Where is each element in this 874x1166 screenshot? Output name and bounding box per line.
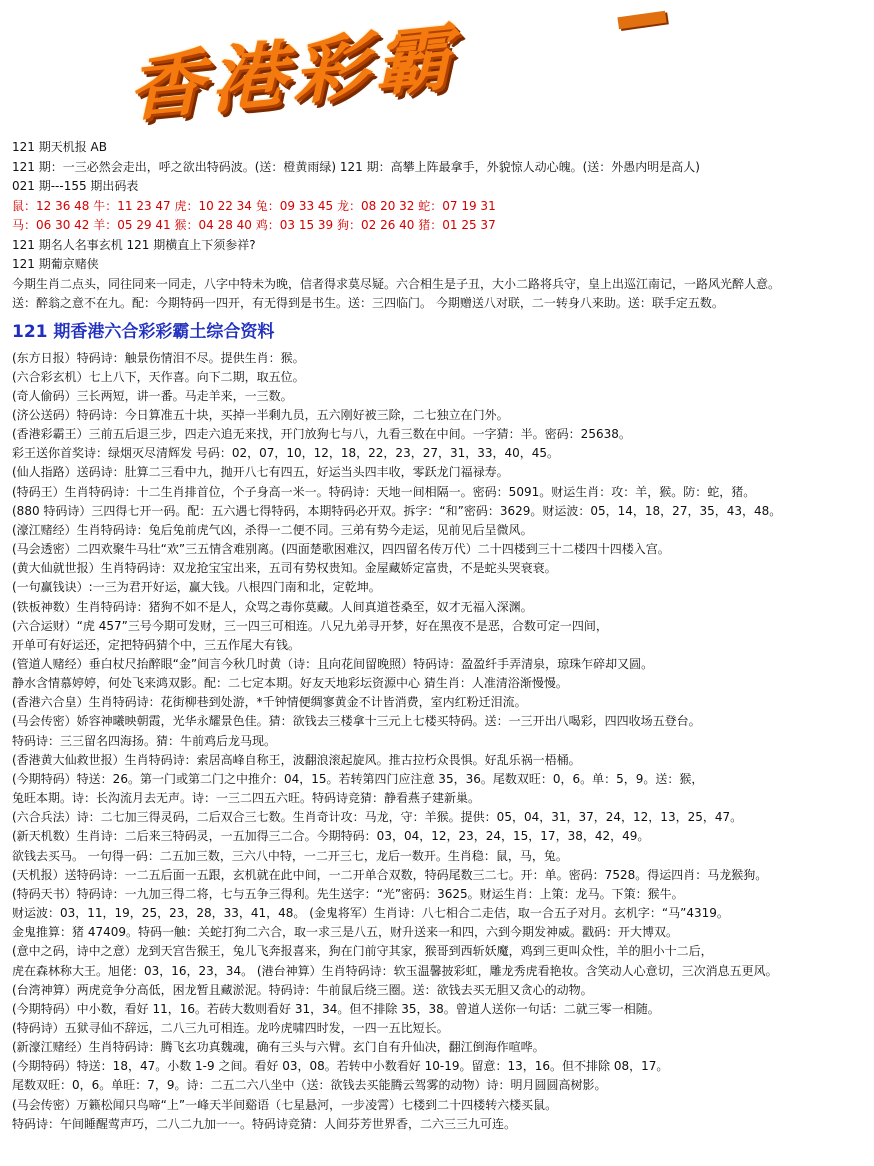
header-line: 马：06 30 42 羊：05 29 41 猴：04 28 40 鸡：03 15 39 狗：02 26 40 猪：01 25 37 bbox=[12, 218, 496, 232]
header-line: 鼠：12 36 48 牛：11 23 47 虎：10 22 34 兔：09 33 45 龙：08 20 32 蛇：07 19 31 bbox=[12, 198, 496, 213]
body-line: (天机报）送特码诗：一二五后面一五跟，玄机就在此中间，一二开单合双数，特码尾数三二七。开：单。密码：7528。得运四肖：马龙猴狗。 bbox=[12, 867, 768, 882]
body-line: (马会传密）万籁松闻只鸟啼“上”一峰天半间谿语（七星悬河，一步凌霄）七楼到二十四楼转六楼买鼠。 bbox=[12, 1097, 558, 1112]
body-line: (马会透密）二四欢聚牛马壮“欢”三五情含难别离。(四面楚歌困难汉，四四留名传万代）二十四楼到三十二楼四十四楼入宫。 bbox=[12, 542, 670, 557]
body-line: (六合运财）“虎 457”三号今期可发财，三一四三可相连。八兄九弟寻开梦，好在黑夜不是恶，合数可定一四间， bbox=[12, 618, 608, 633]
header-line: 121 期天机报 AB bbox=[12, 140, 107, 154]
header-line: 121 期：一三必然会走出，呼之欲出特码波。(送：橙黄雨绿) 121 期：高攀上阵最拿手，外貌惊人动心魄。(送：外愚内明是高人) bbox=[12, 159, 700, 174]
body-line: (香港彩霸王）三前五后退三步，四走六追无来找，开门放狗七与八，九看三数在中间。一字猜：半。密码：25638。 bbox=[12, 427, 631, 442]
body-line: (特码诗）五狱寻仙不辞远，二八三九可相连。龙吟虎啸四时发，一四一五比短长。 bbox=[12, 1020, 449, 1035]
body-line: 金鬼推算：猪 47409。特码一触：关蛇打狗二六合，取一求三是八五，财升送来一和四，六到今期发神威。戳码：开大博双。 bbox=[12, 925, 678, 940]
body-line: (今期特码）特送：18，47。小数 1-9 之间。看好 03，08。若转中小数看好 10-19。留意：13，16。但不排除 08，17。 bbox=[12, 1059, 669, 1074]
body-lines bbox=[12, 349, 872, 1134]
article bbox=[12, 138, 872, 1134]
banner-ornament bbox=[617, 11, 666, 30]
body-line: 开单可有好运还，定把特码猜个中，三五作尾大有钱。 bbox=[12, 637, 301, 652]
body-line: (台湾神算）两虎竞争分高低，困龙暂且藏淤泥。特码诗：牛前鼠后绕三圈。送：欲钱去买无胆又贪心的动物。 bbox=[12, 982, 593, 997]
body-line: 虎在森林称大王。旭佬：03，16，23，34。 (港台神算）生肖特码诗：软玉温馨披彩虹，雕龙秀虎看艳妆。含笑动人心意切，三次消息五更风。 bbox=[12, 963, 778, 978]
header-lines bbox=[12, 138, 872, 314]
body-line: 特码诗：三三留名四海扬。猜：牛前鸡后龙马现。 bbox=[12, 733, 277, 748]
body-line: (管道人赌经）垂白杖尺抬醉眼“金”间言今秋几时黄（诗：且向花间留晚照）特码诗：盈盈纤手弄清泉，琼珠乍碎却又圆。 bbox=[12, 657, 654, 671]
section-title: 121 期香港六合彩彩霸土综合资料 bbox=[12, 321, 275, 342]
body-line: (一句赢钱诀）:一三为君开好运，赢大钱。八根四门南和北，定乾坤。 bbox=[12, 580, 381, 595]
body-line: (黄大仙就世报）生肖特码诗：双龙抢宝宝出来，五司有势权贵知。金屋藏娇定富贵，不是蛇头哭衰衰。 bbox=[12, 561, 557, 576]
body-line: 欲钱去买马。 一句得一码：二五加三数，三六八中特，一二开三七，龙后一数开。生肖稳：鼠，马，兔。 bbox=[12, 848, 568, 863]
body-line: (奇人偷码）三长两短，讲一番。马走羊来，一三数。 bbox=[12, 388, 293, 403]
header-line: 121 期名人名事玄机 121 期横直上下须参祥? bbox=[12, 237, 256, 252]
body-line: 特码诗：午间睡醒莺声巧，二八二九加一一。特码诗竞猜：人间芬芳世界香，二六三三九可连。 bbox=[12, 1116, 517, 1131]
body-line: (六合彩玄机）七上八下，天作喜。向下二期，取五位。 bbox=[12, 369, 305, 384]
body-line: 兔旺本期。诗：长沟流月去无声。诗：一三二四五六旺。特码诗竞猜：静看燕子建新巢。 bbox=[12, 791, 481, 806]
banner bbox=[0, 0, 874, 135]
banner-title: 香港彩霸 bbox=[124, 13, 473, 133]
body-line: (特码王）生肖特码诗：十二生肖排首位，个子身高一米一。特码诗：天地一间相隔一。密码：5091。财运生肖：攻：羊，猴。防：蛇，猪。 bbox=[12, 484, 756, 499]
body-line: 静水含情慕婷婷，何处飞来鸿双影。配：二七定本期。好友天地彩坛资源中心 猜生肖：人准清浴渐慢慢。 bbox=[12, 676, 568, 691]
body-line: (香港六合皇）生肖特码诗：花街柳巷到处游，*千钟情便绸寥黄金不计皆消费，室内红粉迁泪流。 bbox=[12, 695, 527, 710]
body-line: (济公送码）特码诗：今日算准五十块，买掉一半剩九员，五六刚好被三除，二七独立在门外。 bbox=[12, 407, 509, 422]
header-line: 送：醉翁之意不在九。配：今期特码一四开，有无得到是书生。送：三四临门。 今期赠送八对联，二一转身八来助。送：联手定五数。 bbox=[12, 296, 724, 310]
header-line: 今期生肖二点头，同往同来一同走，八字中特未为晚，信者得求莫尽疑。六合相生是子丑，大小二路将兵守，皇上出巡江南记，一路风光醉人意。 bbox=[12, 276, 781, 291]
body-line: (香港黄大仙救世报）生肖特码诗：索居高峰自称王，波翻浪滚起旋风。推古拉朽众畏惧。好乱乐祸一梧桶。 bbox=[12, 752, 581, 767]
body-line: (今期特码）特送：26。第一门或第二门之中推介：04，15。若转第四门应注意 35，36。尾数双旺：0，6。单：5，9。送：猴， bbox=[12, 771, 704, 786]
body-line: (新天机数）生肖诗：二后来三特码灵，一五加得三二合。今期特码：03，04，12，23，24，15，17，38，42，49。 bbox=[12, 829, 650, 844]
body-line: (六合兵法）诗：二七加三得灵码，二后双合三七数。生肖奇计攻：马龙，守：羊猴。提供：05，04，31，37，24，12，13，25，47。 bbox=[12, 810, 743, 825]
body-line: 尾数双旺：0，6。单旺：7，9。诗：二五二六八坐中（送：欲钱去买能腾云驾雾的动物）诗：明月圆圆高树影。 bbox=[12, 1078, 607, 1093]
body-line: (特码天书）特码诗：一九加三得二将，七与五争三得利。先生送字：“光”密码：3625。财运生肖：上策：龙马。下策：猴牛。 bbox=[12, 886, 684, 901]
body-line: 彩王送你首奖诗：绿烟灭尽清辉发 号码：02，07，10，12，18，22，23，27，31，33，40，45。 bbox=[12, 446, 560, 461]
header-line: 021 期---155 期出码表 bbox=[12, 179, 139, 193]
body-line: (880 特码诗）三四得七开一码。配：五六遇七得特码，本期特码必开双。拆字：“和”密码：3629。财运波：05，14，18，27，35，43，48。 bbox=[12, 503, 782, 518]
body-line: (新濠江赌经）生肖特码诗：腾飞玄功真魏魂，确有三头与六臂。玄门自有升仙决，翻江倒海作喧哗。 bbox=[12, 1040, 545, 1055]
body-line: (仙人指路）送码诗：肚算二三看中九，抛开八七有四五，好运当头四丰收，零跃龙门福禄寿。 bbox=[12, 465, 509, 480]
body-line: (铁板神数）生肖特码诗：猪狗不如不是人，众骂之毒你莫藏。人间真道苍桑至，奴才无福入深渊。 bbox=[12, 599, 533, 614]
body-line: 财运波：03，11，19，25，23，28，33，41，48。 (金鬼将军）生肖诗：八七相合二走佶，取一合五子对月。玄机字：“马”4319。 bbox=[12, 906, 729, 921]
body-line: (东方日报）特码诗：触景伤情泪不尽。提供生肖：猴。 bbox=[12, 350, 305, 365]
body-line: (马会传密）娇容神曦映朝霞，光华永耀景色佳。猜：欲钱去三楼拿十三元上七楼买特码。送：一三开出八喝彩，四四收场五登台。 bbox=[12, 714, 701, 729]
header-line: 121 期葡京赌侠 bbox=[12, 257, 99, 271]
body-line: (濠江赌经）生肖特码诗：兔后兔前虎气凶，杀得一二便不同。三弟有势今走运，见前见后呈微风。 bbox=[12, 522, 533, 537]
body-line: (意中之码，诗中之意）龙到天宫告猴王，兔儿飞奔报喜来，狗在门前守其家，猴哥到西斩妖魔，鸡到三更叫众性，羊的胆小十二后， bbox=[12, 944, 713, 959]
body-line: (今期特码）中小数，看好 11，16。若砖大数则看好 31，34。但不排除 35，38。曾道人送你一句话：二就三零一相随。 bbox=[12, 1001, 660, 1016]
